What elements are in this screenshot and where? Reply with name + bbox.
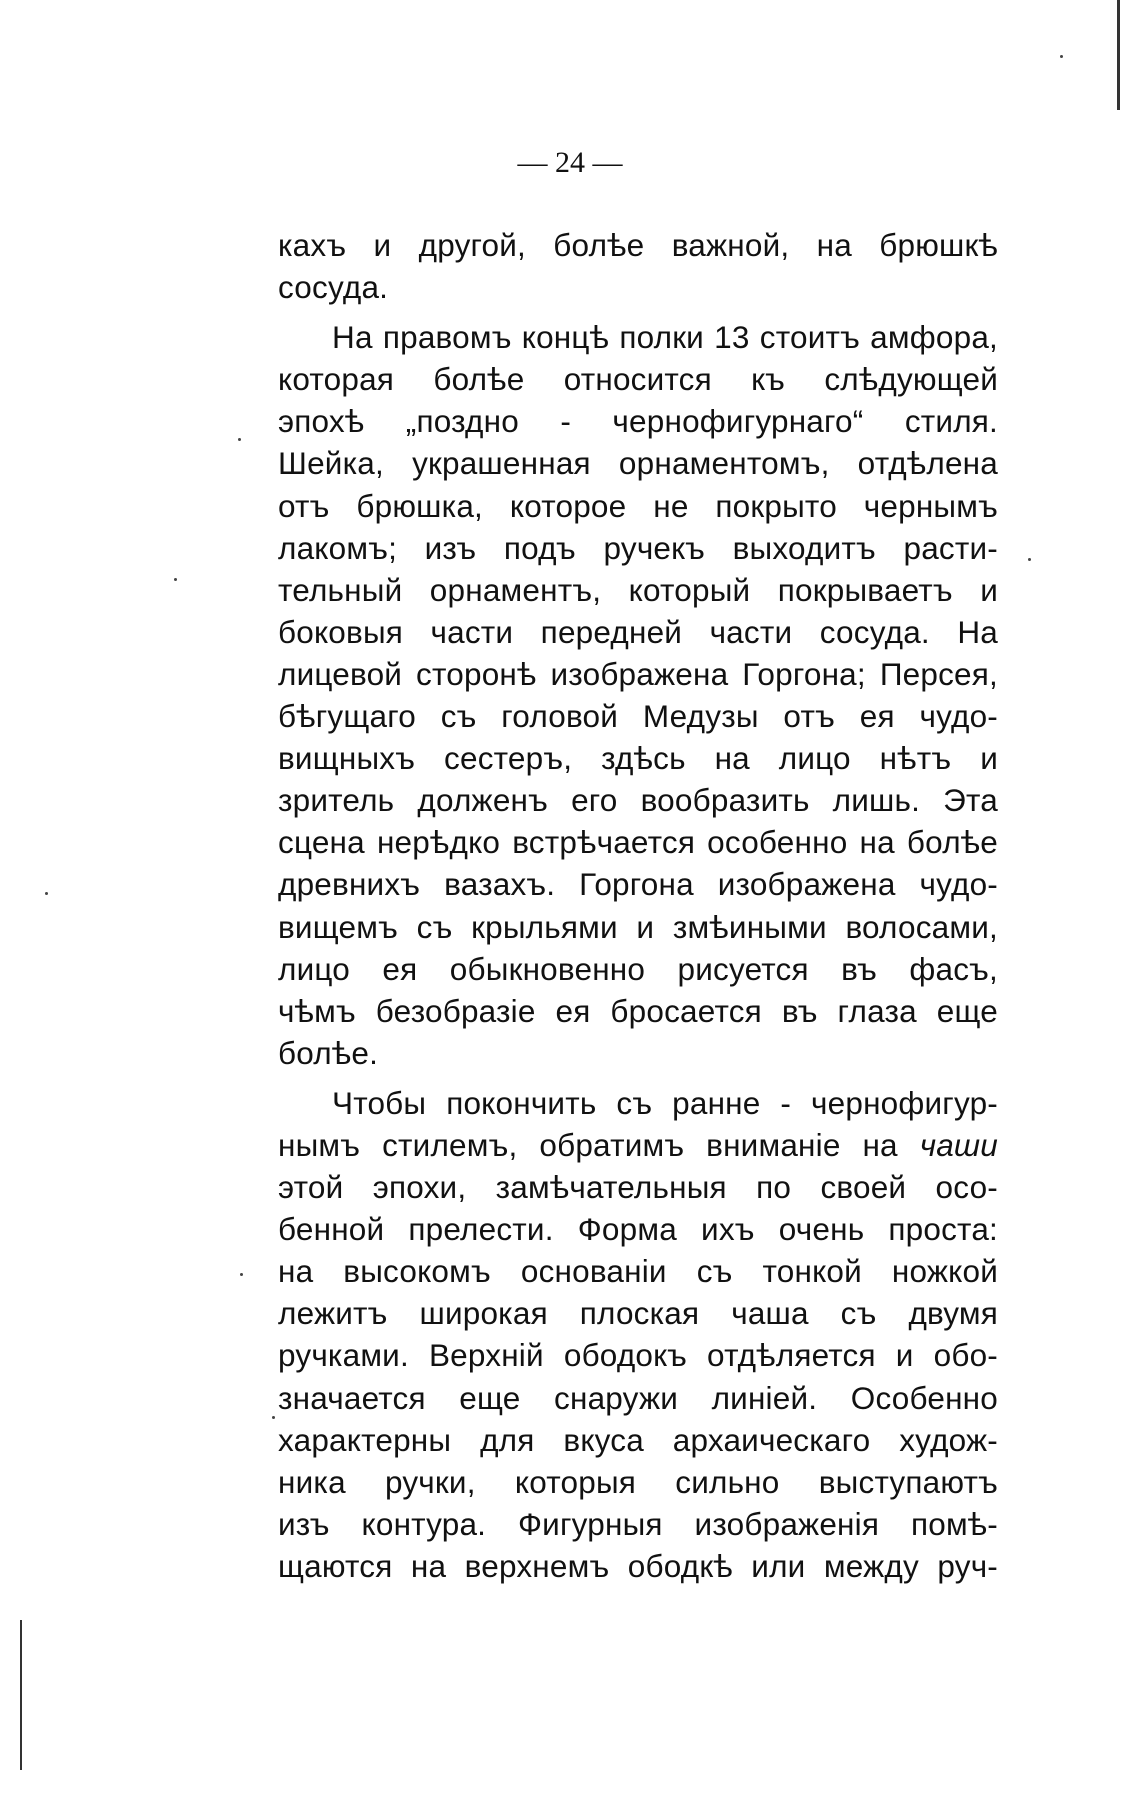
text-line: сосуда. <box>278 269 389 306</box>
text-line: характерны для вкуса архаическаго худож- <box>278 1421 998 1458</box>
text-line: зритель долженъ его вообразить лишь. Эта <box>278 782 998 819</box>
scan-speck <box>1028 558 1031 561</box>
text-line: этой эпохи, замѣчательныя по своей осо- <box>278 1169 998 1206</box>
text-line: кахъ и другой, болѣе важной, на брюшкѣ <box>278 227 998 263</box>
text-line: бѣгущаго съ головой Медузы отъ ея чудо- <box>278 698 998 735</box>
text-line <box>278 1124 998 1166</box>
page-number: — 24 — <box>517 146 623 179</box>
paragraph-2 <box>278 316 998 1074</box>
text-line: Шейка, украшенная орнаментомъ, отдѣлена <box>278 445 998 482</box>
scan-speck <box>45 892 48 895</box>
text-line: вищемъ съ крыльями и змѣиными волосами, <box>278 908 998 945</box>
scan-speck <box>174 578 177 581</box>
text-line: чѣмъ безобразіе ея бросается въ глаза еще <box>278 992 998 1029</box>
text-line: вищныхъ сестеръ, здѣсь на лицо нѣтъ и <box>278 740 998 777</box>
italic-term: чаши <box>919 1126 998 1163</box>
text-line: древнихъ вазахъ. Горгона изображена чудо- <box>278 866 998 903</box>
scan-speck <box>238 438 241 441</box>
text-line: на высокомъ основаніи съ тонкой ножкой <box>278 1253 998 1290</box>
paragraph-1 <box>278 224 998 308</box>
scan-edge-line-left <box>20 1620 22 1770</box>
text-line: эпохѣ „поздно - чернофигурнаго“ стиля. <box>278 403 998 440</box>
text-line: боковыя части передней части сосуда. На <box>278 613 998 650</box>
text-line: лицо ея обыкновенно рисуется въ фасъ, <box>278 950 998 987</box>
text-line: сцена нерѣдко встрѣчается особенно на болѣе <box>278 824 998 861</box>
text-line: изъ контура. Фигурныя изображенія помѣ- <box>278 1505 998 1542</box>
text-line: лежитъ широкая плоская чаша съ двумя <box>278 1295 998 1332</box>
text-line: бенной прелести. Форма ихъ очень проста: <box>278 1211 998 1248</box>
text-line: лицевой сторонѣ изображена Горгона; Персея, <box>278 655 998 692</box>
text-line: лакомъ; изъ подъ ручекъ выходитъ расти- <box>278 529 998 566</box>
text-line: значается еще снаружи линіей. Особенно <box>278 1379 998 1416</box>
text-line: тельный орнаментъ, который покрываетъ и <box>278 571 998 608</box>
text-line: болѣе. <box>278 1034 379 1071</box>
scan-edge-line-right <box>1117 0 1120 110</box>
scan-speck <box>240 1273 243 1276</box>
scan-speck <box>1060 55 1063 58</box>
text-line: ника ручки, которыя сильно выступаютъ <box>278 1463 998 1500</box>
scan-speck <box>272 1416 275 1419</box>
text-line: которая болѣе относится къ слѣдующей <box>278 361 998 398</box>
text-line: отъ брюшка, которое не покрыто чернымъ <box>278 487 998 524</box>
text-block <box>278 224 998 1587</box>
text-line: Чтобы покончить съ ранне - чернофигур- <box>332 1084 998 1121</box>
text-line-part: нымъ стилемъ, обратимъ вниманіе на <box>278 1126 898 1163</box>
text-line: щаются на верхнемъ ободкѣ или между руч- <box>278 1547 998 1584</box>
text-line: На правомъ концѣ полки 13 стоитъ амфора, <box>332 319 998 356</box>
paragraph-3 <box>278 1082 998 1587</box>
text-line: ручками. Верхній ободокъ отдѣляется и обо- <box>278 1337 998 1374</box>
